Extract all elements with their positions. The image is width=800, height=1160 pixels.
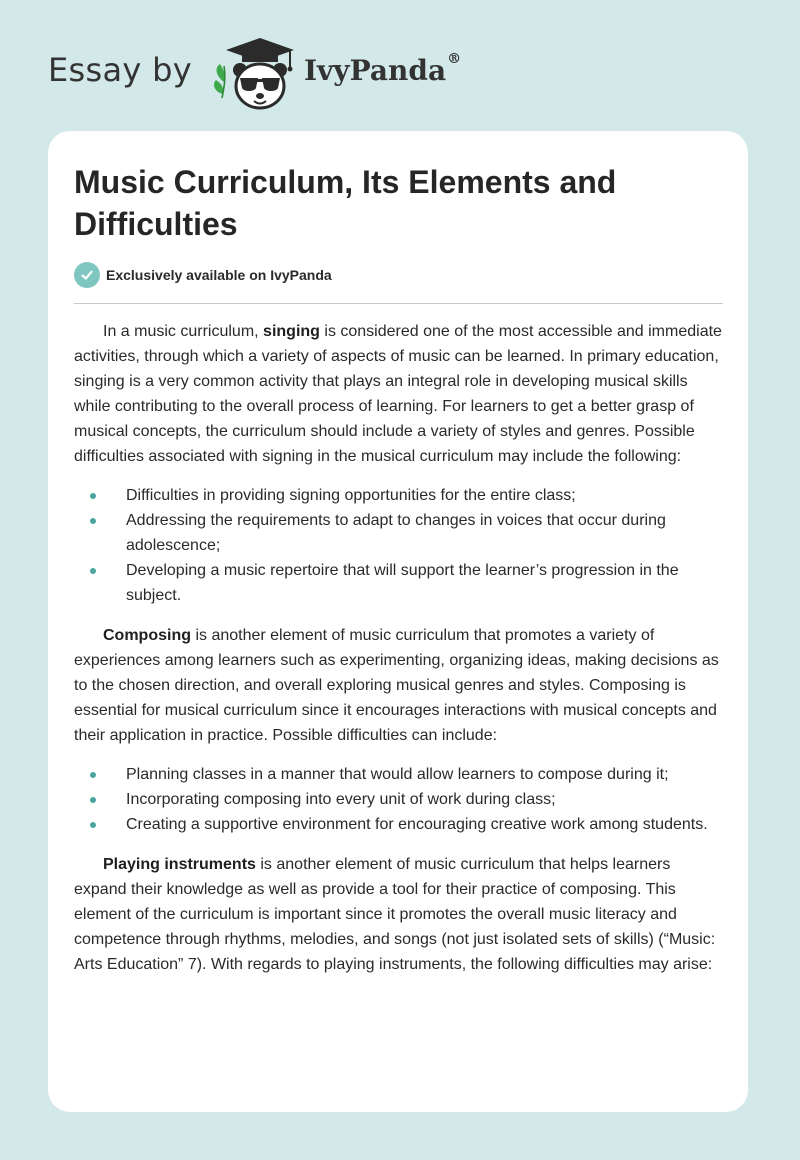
panda-graduate-icon — [210, 36, 302, 112]
bullet-icon — [90, 493, 96, 499]
list-item: Difficulties in providing signing opportunities for the entire class; — [74, 483, 726, 508]
divider — [74, 303, 723, 304]
exclusive-badge — [74, 262, 332, 288]
bullet-icon — [90, 518, 96, 524]
difficulties-list-singing — [74, 483, 726, 608]
list-item: Addressing the requirements to adapt to changes in voices that occur during adolescence; — [74, 508, 726, 558]
list-item: Planning classes in a manner that would allow learners to compose during it; — [74, 762, 726, 787]
term-playing-instruments: Playing instruments — [103, 856, 256, 873]
ivypanda-logo[interactable] — [210, 36, 461, 112]
term-singing: singing — [263, 323, 320, 340]
bullet-icon — [90, 822, 96, 828]
exclusive-label: Exclusively available on IvyPanda — [106, 267, 332, 283]
paragraph-playing-instruments: Playing instruments is another element of music curriculum that helps learners expand their knowledge as well as provide a tool for their practice of composing. This element of the curriculum is important since it promotes the overall music literacy and competence through rhythms, melodies, and songs (not just isolated sets of skills) (“Music: Arts Education” 7). With regards to playing instruments, the following difficulties may arise: — [74, 856, 716, 973]
bullet-icon — [90, 797, 96, 803]
list-item: Creating a supportive environment for encouraging creative work among students. — [74, 812, 726, 837]
essay-by-label: Essay by — [48, 51, 192, 89]
difficulties-list-composing — [74, 762, 726, 837]
list-item: Incorporating composing into every unit of work during class; — [74, 787, 726, 812]
paragraph-singing: In a music curriculum, singing is considered one of the most accessible and immediate activities, through which a variety of aspects of music can be learned. In primary education, singing is a very common activity that plays an integral role in developing musical skills while contributing to the overall process of learning. For learners to get a better grasp of musical concepts, the curriculum should include a variety of styles and genres. Possible difficulties associated with signing in the musical curriculum may include the following: — [74, 323, 722, 465]
page-title: Music Curriculum, Its Elements and Difficulties — [74, 164, 617, 242]
paragraph-composing: Composing is another element of music curriculum that promotes a variety of experiences among learners such as experimenting, organizing ideas, making decisions as to the chosen direction, and overall exploring musical genres and styles. Composing is essential for musical curriculum since it encourages interactions with musical concepts and their application in practice. Possible difficulties can include: — [74, 627, 719, 744]
bullet-icon — [90, 772, 96, 778]
list-item: Developing a music repertoire that will support the learner’s progression in the subject. — [74, 558, 726, 608]
check-icon — [74, 262, 100, 288]
essay-body — [74, 319, 726, 977]
registered-mark: ® — [447, 51, 462, 68]
essay-card — [48, 131, 748, 1112]
term-composing: Composing — [103, 627, 191, 644]
brand-name: IvyPanda® — [303, 51, 462, 87]
site-header — [48, 36, 461, 112]
bullet-icon — [90, 568, 96, 574]
